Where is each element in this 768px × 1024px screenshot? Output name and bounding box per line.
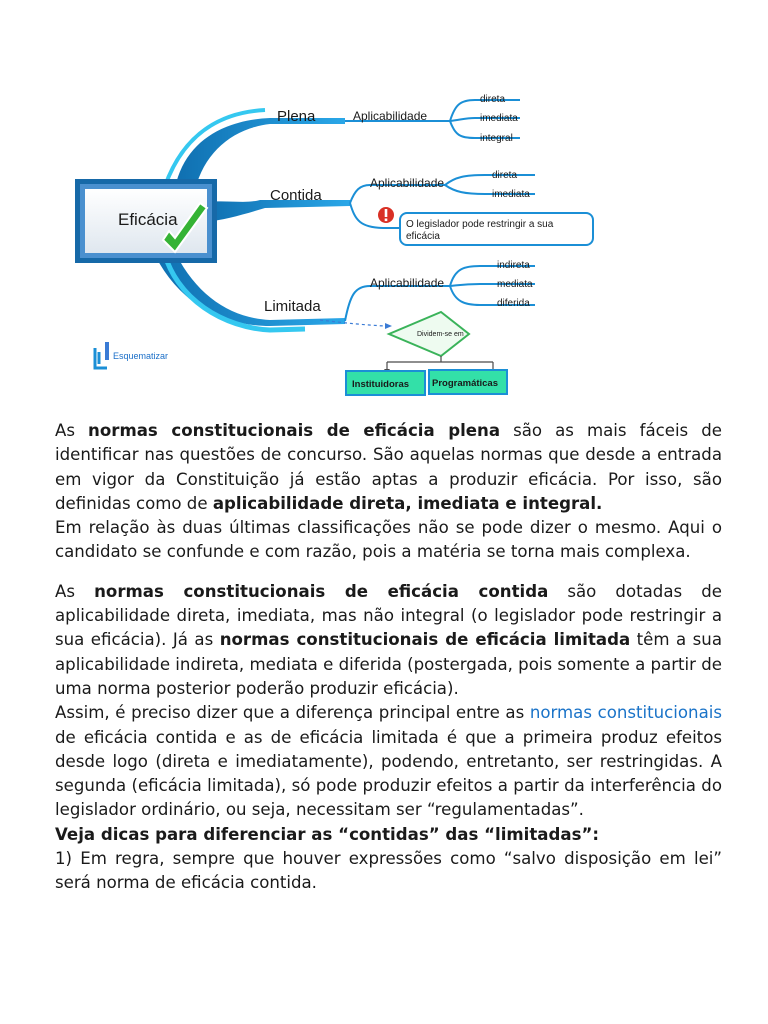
paragraph-duas-ultimas: Em relação às duas últimas classificações não se pode dizer o mesmo. Aqui o candidato se confunde e com razão, pois a matéria se torna mais complexa.	[55, 518, 722, 562]
paragraph-contida-limitada: As normas constitucionais de eficácia contida são dotadas de aplicabilidade direta, imediata, mas não integral (o legislador pode restringir a sua eficácia). Já as normas constitucionais de eficácia limitada têm a sua aplicabilidade indireta, mediata e diferida (postergada, pois somente a partir de uma norma posterior poderão produzir eficácia).	[55, 581, 722, 698]
dicas-heading: Veja dicas para diferenciar as “contidas” das “limitadas”:	[55, 824, 599, 844]
normas-constitucionais-link[interactable]: normas constitucionais	[529, 703, 722, 723]
limitada-leaf: diferida	[497, 298, 530, 309]
paragraph-plena: As normas constitucionais de eficácia plena são as mais fáceis de identificar nas questões de concurso. São aquelas normas que desde a entrada em vigor da Constituição já estão aptas a produzir eficácia. Por isso, são definidas como de aplicabilidade direta, imediata e integral.	[55, 421, 722, 513]
alert-icon	[378, 207, 394, 223]
note-line: O legislador pode restringir a sua	[406, 219, 554, 230]
mindmap-diagram	[55, 80, 600, 402]
limitada-leaf: indireta	[497, 260, 530, 271]
outcome-label: Instituidoras	[352, 379, 410, 390]
contida-leaf: direta	[492, 170, 518, 181]
plena-leaf: imediata	[480, 113, 518, 124]
branch-plena-label: Plena	[277, 108, 316, 125]
plena-sub-label: Aplicabilidade	[353, 109, 428, 123]
plena-leaf: direta	[480, 94, 506, 105]
branch-contida-label: Contida	[270, 187, 322, 204]
plena-leaf: integral	[480, 133, 513, 144]
article-body	[55, 419, 722, 896]
dica-1: 1) Em regra, sempre que houver expressões como “salvo disposição em lei” será norma de eficácia contida.	[55, 849, 722, 893]
paragraph-diferenca: Assim, é preciso dizer que a diferença principal entre as normas constitucionais de eficácia contida e as de eficácia limitada é que a primeira produz efeitos desde logo (direta e imediatamente), podendo, entretanto, ser restringidas. A segunda (eficácia limitada), só pode produzir efeitos a partir da interferência do legislador ordinário, ou seja, necessitam ser “regulamentadas”.	[55, 703, 722, 820]
esquematizar-logo-icon	[95, 342, 107, 368]
branch-limitada-label: Limitada	[264, 298, 321, 315]
contida-sub-label: Aplicabilidade	[370, 176, 445, 190]
limitada-sub-label: Aplicabilidade	[370, 276, 445, 290]
contida-leaf: imediata	[492, 189, 530, 200]
limitada-leaf: mediata	[497, 279, 533, 290]
outcome-label: Programáticas	[432, 378, 499, 389]
logo-text: Esquematizar	[113, 351, 169, 361]
center-label: Eficácia	[118, 210, 178, 229]
decision-label: Dividem-se em	[417, 331, 464, 338]
note-line: eficácia	[406, 231, 440, 242]
